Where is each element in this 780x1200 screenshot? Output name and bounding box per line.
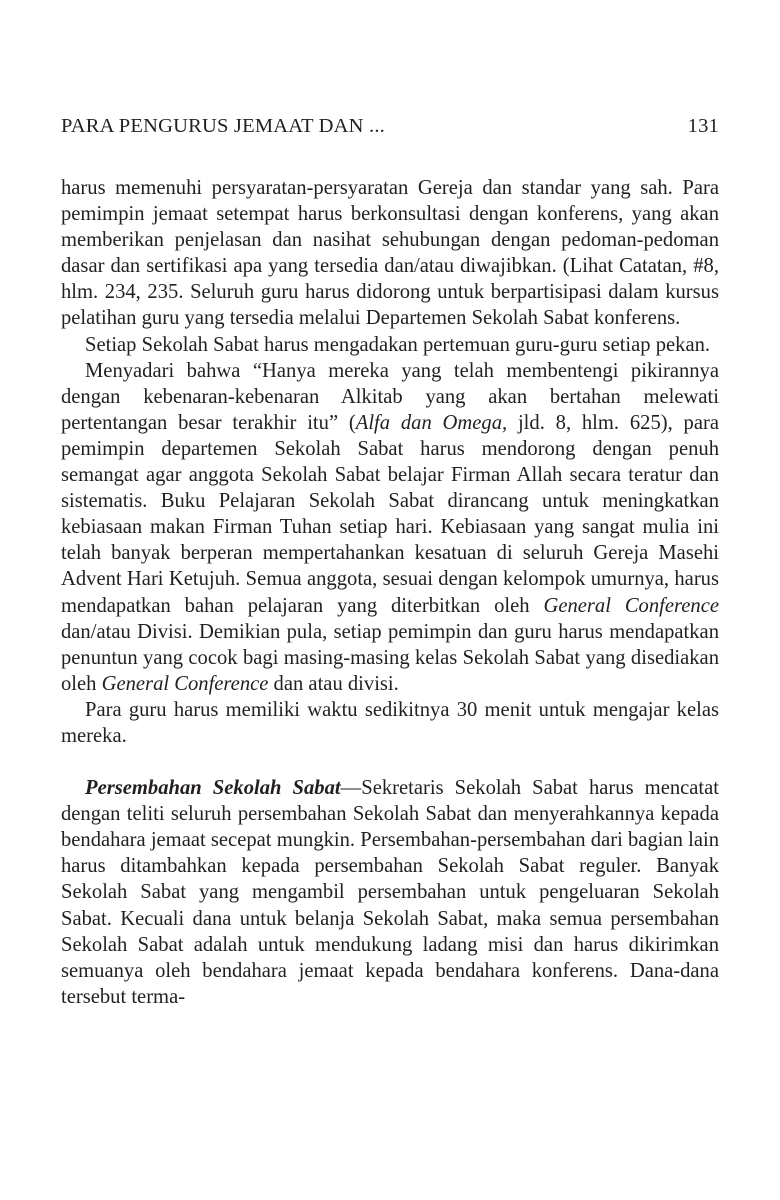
section-heading: Persembahan Sekolah Sabat: [85, 777, 341, 800]
paragraph-4: Para guru harus memiliki waktu sedikitnya 30 menit untuk mengajar kelas mereka.: [61, 698, 719, 747]
body-text: [61, 175, 719, 1010]
general-conference-term-2: General Conference: [101, 672, 269, 695]
book-page: [61, 0, 719, 1200]
page-number: 131: [687, 115, 719, 137]
paragraph-3-text-e: dan/atau Divisi. Demikian pula, setiap pemimpin dan guru harus mendapatkan penuntun yang cocok bagi masing-masing kelas Sekolah Sabat yang disediakan oleh: [61, 620, 719, 695]
paragraph-5: [61, 775, 719, 1010]
paragraph-3: [61, 358, 719, 697]
paragraph-3-text-c: jld. 8, hlm. 625), para pemimpin departemen Sekolah Sabat harus mendorong dengan penuh semangat agar anggota Sekolah Sabat belajar Firman Allah secara teratur dan sistematis. Buku Pelajaran Sekolah Sabat dirancang untuk meningkatkan kebiasaan makan Firman Tuhan setiap hari. Kebiasaan yang sangat mulia ini telah banyak berperan mempertahankan kesatuan di seluruh Gereja Masehi Advent Hari Ketujuh. Semua anggota, sesuai dengan kelompok umurnya, harus mendapatkan bahan pelajaran yang diterbitkan oleh: [61, 411, 719, 617]
paragraph-3-text-g: dan atau divisi.: [268, 672, 399, 695]
citation-title: Alfa dan Omega,: [355, 411, 508, 434]
page-header: [61, 115, 719, 145]
paragraph-3-text-a: Menyadari bahwa “Hanya mereka yang telah membentengi pikirannya dengan kebenaran-kebenaran Alkitab yang akan bertahan melewati pertentangan besar terakhir itu” (: [61, 359, 719, 434]
paragraph-5-text: —Sekretaris Sekolah Sabat harus mencatat dengan teliti seluruh persembahan Sekolah Sabat dan menyerahkannya kepada bendahara jemaat secepat mungkin. Persembahan-persembahan dari bagian lain harus ditambahkan kepada persembahan Sekolah Sabat reguler. Banyak Sekolah Sabat yang mengambil persembahan untuk pengeluaran Sekolah Sabat. Kecuali dana untuk belanja Sekolah Sabat, maka semua persembahan Sekolah Sabat adalah untuk mendukung ladang misi dan harus dikirimkan semuanya oleh bendahara jemaat kepada bendahara konferens. Dana-dana tersebut terma-: [61, 777, 720, 1008]
general-conference-term-1: General Conference: [543, 594, 719, 617]
paragraph-1: harus memenuhi persyaratan-persyaratan Gereja dan standar yang sah. Para pemimpin jemaat setempat harus berkonsultasi dengan konferens, yang akan memberikan penjelasan dan nasihat sehubungan dengan pedoman-pedoman dasar dan sertifikasi apa yang tersedia dan/atau diwajibkan. (Lihat Catatan, #8, hlm. 234, 235. Seluruh guru harus didorong untuk berpartisipasi dalam kursus pelatihan guru yang tersedia melalui Departemen Sekolah Sabat konferens.: [61, 177, 719, 330]
running-head: PARA PENGURUS JEMAAT DAN ...: [61, 115, 385, 137]
paragraph-2: Setiap Sekolah Sabat harus mengadakan pertemuan guru-guru setiap pekan.: [85, 333, 711, 356]
